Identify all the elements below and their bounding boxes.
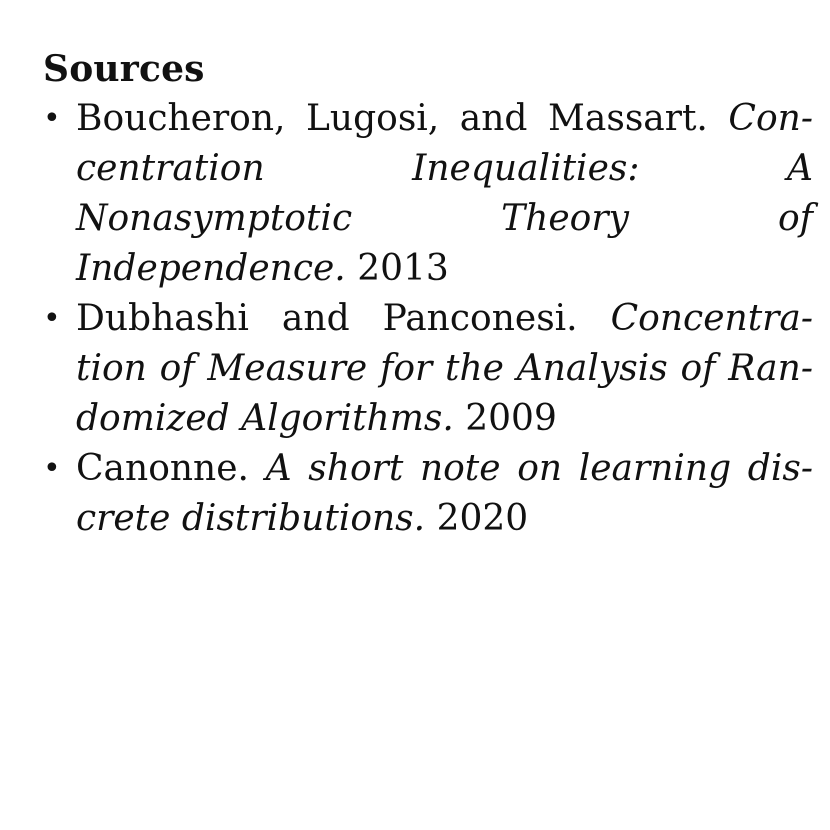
source-item-boucheron	[43, 94, 813, 294]
source-year: 2020	[436, 498, 529, 539]
source-authors: Boucheron, Lugosi, and Massart.	[76, 98, 708, 139]
sources-list	[43, 94, 813, 544]
bullet-icon: •	[43, 451, 61, 486]
source-year: 2009	[465, 398, 557, 439]
source-title: Concentra-tion of Measure for the Analysis of Ran-domized Algorithms.	[76, 298, 813, 439]
bullet-icon: •	[43, 101, 61, 136]
source-year: 2013	[357, 248, 449, 289]
source-item-dubhashi	[43, 294, 813, 444]
source-authors: Dubhashi and Panconesi.	[76, 298, 578, 339]
sources-heading: Sources	[43, 48, 205, 90]
source-title: Con-centration Inequalities: A Nonasymptotic Theory of Independence.	[76, 98, 813, 289]
source-title: A short note on learning dis-crete distributions.	[76, 448, 813, 539]
document-page	[43, 44, 813, 544]
source-authors: Canonne.	[76, 448, 249, 489]
bullet-icon: •	[43, 301, 61, 336]
source-item-canonne	[43, 444, 813, 544]
